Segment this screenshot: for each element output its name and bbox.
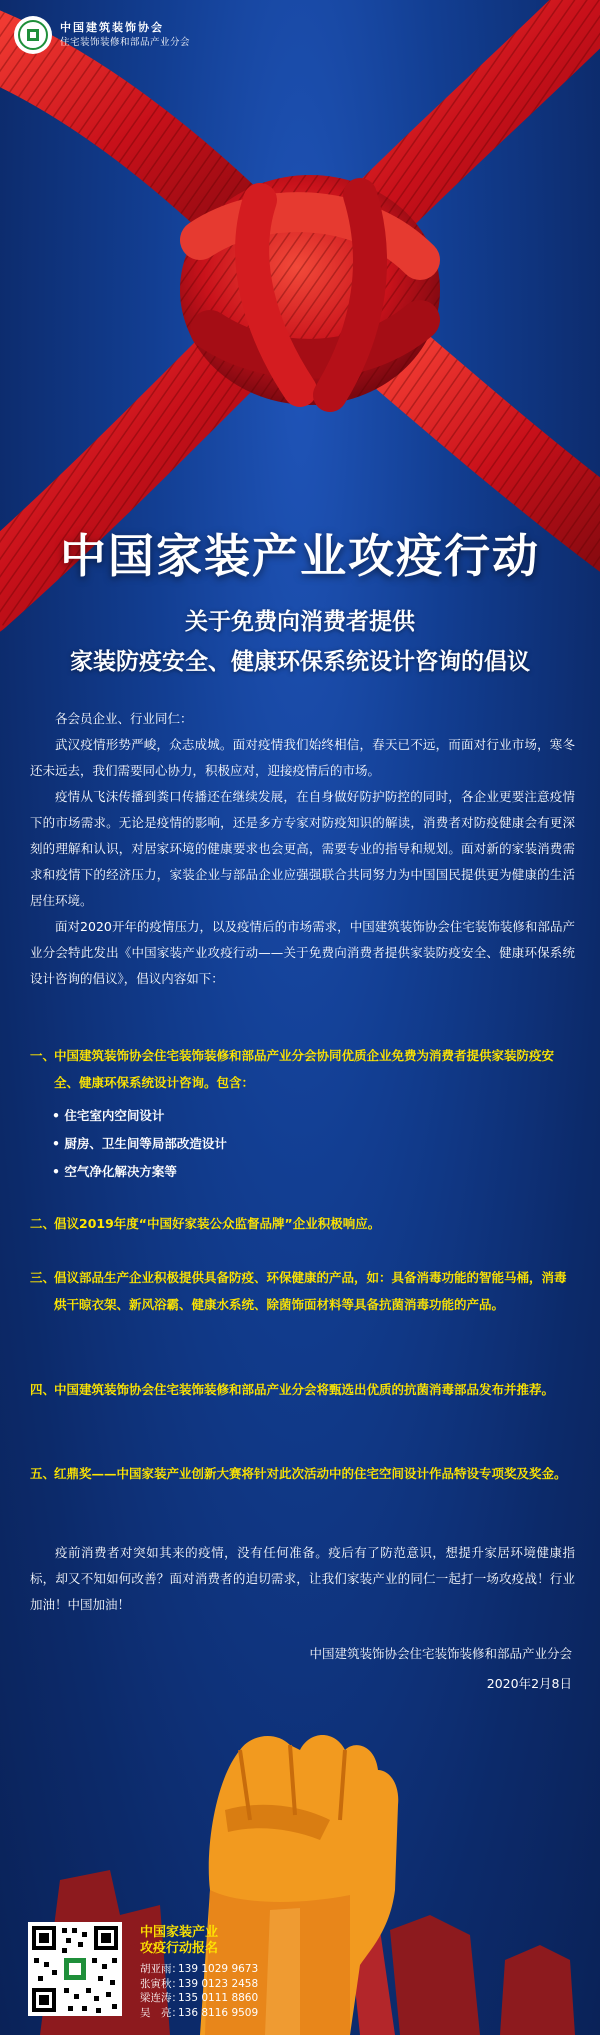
subtitle-line-2: 家装防疫安全、健康环保系统设计咨询的倡议 — [70, 649, 530, 675]
association-seal-icon — [14, 16, 52, 54]
proposal-number: 二、 — [30, 1216, 56, 1231]
proposal-item — [30, 1460, 578, 1487]
proposal-text: 中国建筑装饰协会住宅装饰装修和部品产业分会将甄选出优质的抗菌消毒部品发布并推荐。 — [54, 1382, 555, 1397]
proposal-text: 倡议2019年度“中国好家装公众监督品牌”企业积极响应。 — [54, 1216, 381, 1231]
letter-paragraph-2: 疫情从飞沫传播到粪口传播还在继续发展，在自身做好防护防控的同时，各企业更要注意疫情下的市场需求。无论是疫情的影响，还是多方专家对防疫知识的解读，消费者对防疫健康会有更深刻的理解和认识，对居家环境的健康要求也会更高，需要专业的指导和规划。面对新的家装消费需求和疫情下的经济压力，家装企业与部品企业应强强联合共同努力为中国国民提供更为健康的生活居住环境。 — [30, 789, 575, 908]
signature-org: 中国建筑装饰协会住宅装饰装修和部品产业分会 — [309, 1646, 572, 1661]
contact-name: 梁连涛： — [140, 1992, 182, 2004]
contact-name: 吴 亮： — [140, 2006, 182, 2019]
closing-paragraph: 疫前消费者对突如其来的疫情，没有任何准备。疫后有了防范意识，想提升家居环境健康指标，却又不知如何改善？面对消费者的迫切需求，让我们家装产业的同仁一起打一场攻疫战！行业加油！中国加油！ — [30, 1545, 575, 1612]
proposal-number: 三、 — [30, 1270, 56, 1285]
proposal-text: 中国建筑装饰协会住宅装饰装修和部品产业分会协同优质企业免费为消费者提供家装防疫安全、健康环保系统设计咨询。包含： — [54, 1048, 555, 1090]
contact-list — [140, 1962, 258, 2020]
letter-body — [30, 706, 575, 992]
org-branch: 住宅装饰装修和部品产业分会 — [60, 37, 191, 48]
proposal-item — [30, 1042, 578, 1096]
contact-phone[interactable]: 136 8116 9509 — [178, 2006, 259, 2019]
proposal-text: 倡议部品生产企业积极提供具备防疫、环保健康的产品，如：具备消毒功能的智能马桶，消毒烘干晾衣架、新风浴霸、健康水系统、除菌饰面材料等具备抗菌消毒功能的产品。 — [54, 1270, 567, 1312]
proposal-text: 红鼎奖——中国家装产业创新大赛将针对此次活动中的住宅空间设计作品特设专项奖及奖金。 — [54, 1466, 567, 1481]
letter-greeting: 各会员企业、行业同仁： — [55, 711, 193, 726]
registration-title — [140, 1925, 218, 1957]
contact-row — [140, 1977, 258, 1992]
proposal-number: 五、 — [30, 1466, 56, 1481]
contact-row — [140, 1962, 258, 1977]
registration-title-line-1: 中国家装产业 — [140, 1925, 219, 1940]
proposal-item — [30, 1376, 578, 1403]
letter-paragraph-1: 武汉疫情形势严峻，众志成城。面对疫情我们始终相信，春天已不远，而面对行业市场，寒冬还未远去，我们需要同心协力，积极应对，迎接疫情后的市场。 — [30, 737, 575, 778]
org-name: 中国建筑装饰协会 — [60, 21, 164, 34]
contact-row — [140, 2006, 258, 2021]
contact-phone[interactable]: 139 0123 2458 — [178, 1977, 259, 1990]
proposal-number: 四、 — [30, 1382, 56, 1397]
org-logo-block — [14, 16, 190, 54]
signature-date: 2020年2月8日 — [486, 1676, 572, 1691]
hero-section — [0, 0, 600, 675]
bullet-item: • 住宅室内空间设计 — [52, 1108, 165, 1123]
contact-phone[interactable]: 139 1029 9673 — [178, 1963, 259, 1975]
subtitle-line-1: 关于免费向消费者提供 — [185, 609, 415, 635]
bullet-item: • 厨房、卫生间等局部改造设计 — [52, 1136, 227, 1151]
registration-title-line-2: 攻疫行动报名 — [140, 1941, 219, 1956]
qr-code[interactable] — [28, 1922, 122, 2016]
contact-name: 张寅秋： — [140, 1977, 182, 1990]
bullet-item: • 空气净化解决方案等 — [52, 1164, 177, 1179]
letter-paragraph-3: 面对2020开年的疫情压力，以及疫情后的市场需求，中国建筑装饰协会住宅装饰装修和部品产业分会特此发出《中国家装产业攻疫行动——关于免费向消费者提供家装防疫安全、健康环保系统设计咨询的倡议》，倡议内容如下： — [30, 919, 575, 986]
proposal-item — [30, 1264, 578, 1318]
proposal-item — [30, 1210, 578, 1237]
contact-row — [140, 1991, 258, 2006]
main-title: 中国家装产业攻疫行动 — [60, 529, 540, 583]
closing-block — [30, 1540, 575, 1618]
contact-name: 胡亚雨： — [140, 1963, 182, 1975]
proposal-number: 一、 — [30, 1048, 56, 1063]
contact-phone[interactable]: 135 0111 8860 — [178, 1992, 259, 2004]
